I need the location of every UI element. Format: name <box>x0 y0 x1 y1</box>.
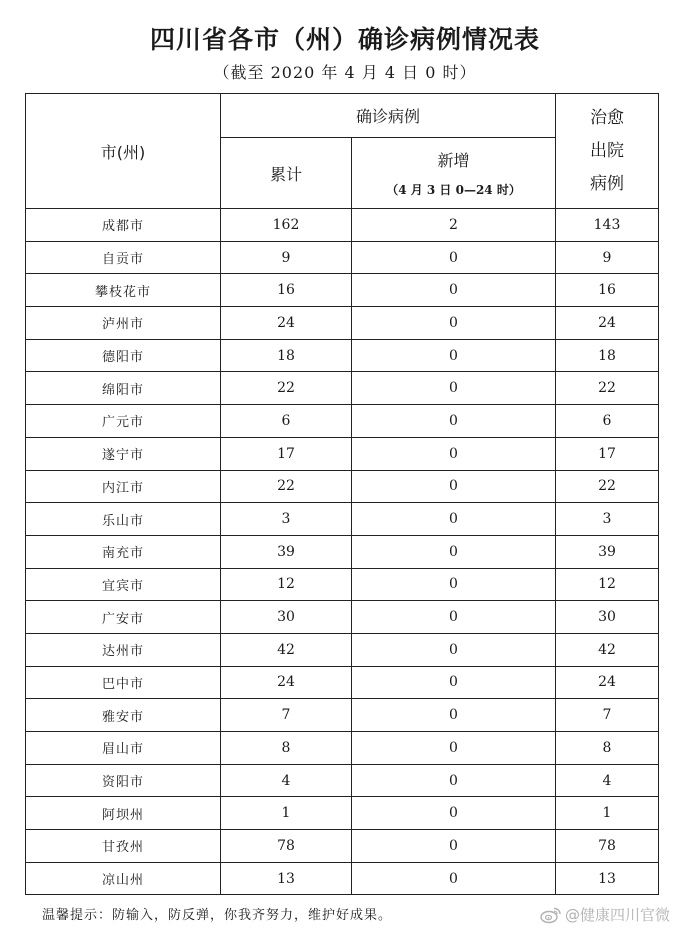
cell-total: 78 <box>221 830 352 863</box>
watermark-text: @健康四川官微 <box>565 906 671 924</box>
cell-total: 30 <box>221 601 352 634</box>
cell-new: 0 <box>352 241 556 274</box>
table-row <box>26 699 659 732</box>
cell-city: 资阳市 <box>26 764 221 797</box>
cell-city: 广安市 <box>26 601 221 634</box>
cell-total: 1 <box>221 797 352 830</box>
cell-city: 阿坝州 <box>26 797 221 830</box>
cell-new: 0 <box>352 732 556 765</box>
header-total: 累计 <box>221 138 352 209</box>
header-confirmed: 确诊病例 <box>221 94 556 138</box>
table-row <box>26 764 659 797</box>
cell-new: 2 <box>352 209 556 242</box>
cell-cured: 22 <box>556 372 659 405</box>
cell-cured: 18 <box>556 339 659 372</box>
cell-new: 0 <box>352 699 556 732</box>
table-row <box>26 862 659 895</box>
cell-total: 7 <box>221 699 352 732</box>
cell-total: 22 <box>221 372 352 405</box>
table-row <box>26 209 659 242</box>
cell-new: 0 <box>352 862 556 895</box>
cell-cured: 78 <box>556 830 659 863</box>
cell-new: 0 <box>352 797 556 830</box>
table-row <box>26 797 659 830</box>
cell-city: 泸州市 <box>26 307 221 340</box>
cell-city: 巴中市 <box>26 666 221 699</box>
cell-new: 0 <box>352 764 556 797</box>
cell-city: 宜宾市 <box>26 568 221 601</box>
cell-city: 南充市 <box>26 535 221 568</box>
cell-new: 0 <box>352 535 556 568</box>
cell-new: 0 <box>352 666 556 699</box>
table-row <box>26 405 659 438</box>
cell-cured: 24 <box>556 666 659 699</box>
cell-new: 0 <box>352 568 556 601</box>
cell-new: 0 <box>352 830 556 863</box>
cell-total: 9 <box>221 241 352 274</box>
cell-total: 6 <box>221 405 352 438</box>
cell-total: 22 <box>221 470 352 503</box>
table-row <box>26 307 659 340</box>
cell-cured: 22 <box>556 470 659 503</box>
cell-new: 0 <box>352 503 556 536</box>
header-cured-line: 出院 <box>590 140 625 161</box>
cell-cured: 13 <box>556 862 659 895</box>
cell-total: 18 <box>221 339 352 372</box>
cell-new: 0 <box>352 339 556 372</box>
header-cured <box>556 94 659 209</box>
cell-cured: 17 <box>556 437 659 470</box>
cell-cured: 16 <box>556 274 659 307</box>
cell-cured: 42 <box>556 633 659 666</box>
cell-new: 0 <box>352 470 556 503</box>
page-title: 四川省各市（州）确诊病例情况表 <box>149 25 540 54</box>
cell-total: 8 <box>221 732 352 765</box>
header-city: 市(州) <box>26 94 221 209</box>
cell-cured: 1 <box>556 797 659 830</box>
table-row <box>26 437 659 470</box>
page-subtitle: （截至 2020 年 4 月 4 日 0 时） <box>213 63 477 82</box>
table-row <box>26 339 659 372</box>
cell-new: 0 <box>352 437 556 470</box>
cell-new: 0 <box>352 274 556 307</box>
weibo-icon <box>540 906 562 924</box>
cell-new: 0 <box>352 633 556 666</box>
cell-city: 遂宁市 <box>26 437 221 470</box>
cell-city: 雅安市 <box>26 699 221 732</box>
cell-new: 0 <box>352 372 556 405</box>
cell-city: 凉山州 <box>26 862 221 895</box>
cell-cured: 12 <box>556 568 659 601</box>
cell-cured: 39 <box>556 535 659 568</box>
table-row <box>26 633 659 666</box>
cell-cured: 8 <box>556 732 659 765</box>
table-row <box>26 372 659 405</box>
cell-cured: 9 <box>556 241 659 274</box>
table-row <box>26 830 659 863</box>
table-row <box>26 666 659 699</box>
cell-total: 42 <box>221 633 352 666</box>
cell-city: 乐山市 <box>26 503 221 536</box>
header-cured-line: 治愈 <box>590 107 625 128</box>
cell-total: 162 <box>221 209 352 242</box>
cases-table <box>25 93 659 895</box>
cell-city: 眉山市 <box>26 732 221 765</box>
cell-city: 攀枝花市 <box>26 274 221 307</box>
cell-cured: 7 <box>556 699 659 732</box>
cell-cured: 30 <box>556 601 659 634</box>
watermark <box>540 904 670 925</box>
header-new-period: （4 月 3 日 0—24 时） <box>386 183 521 197</box>
table-row <box>26 274 659 307</box>
cell-cured: 3 <box>556 503 659 536</box>
cell-total: 17 <box>221 437 352 470</box>
cell-new: 0 <box>352 307 556 340</box>
cell-total: 4 <box>221 764 352 797</box>
header-new <box>352 138 556 209</box>
cell-total: 12 <box>221 568 352 601</box>
cell-city: 达州市 <box>26 633 221 666</box>
cell-cured: 143 <box>556 209 659 242</box>
table-row <box>26 568 659 601</box>
cell-city: 绵阳市 <box>26 372 221 405</box>
table-row <box>26 601 659 634</box>
cell-total: 13 <box>221 862 352 895</box>
cell-cured: 6 <box>556 405 659 438</box>
cell-total: 3 <box>221 503 352 536</box>
cell-cured: 24 <box>556 307 659 340</box>
cell-city: 甘孜州 <box>26 830 221 863</box>
table-row <box>26 535 659 568</box>
cell-total: 24 <box>221 666 352 699</box>
cell-city: 内江市 <box>26 470 221 503</box>
table-row <box>26 732 659 765</box>
cell-city: 广元市 <box>26 405 221 438</box>
cell-new: 0 <box>352 601 556 634</box>
cell-city: 成都市 <box>26 209 221 242</box>
table-body <box>26 209 659 895</box>
header-cured-line: 病例 <box>590 173 625 194</box>
table-row <box>26 470 659 503</box>
cell-city: 德阳市 <box>26 339 221 372</box>
header-new-main: 新增 <box>437 151 470 170</box>
table-row <box>26 241 659 274</box>
cell-cured: 4 <box>556 764 659 797</box>
cell-total: 24 <box>221 307 352 340</box>
cell-city: 自贡市 <box>26 241 221 274</box>
cell-total: 16 <box>221 274 352 307</box>
table-row <box>26 503 659 536</box>
footer-tip: 温馨提示：防输入，防反弹，你我齐努力，维护好成果。 <box>42 908 393 923</box>
cell-new: 0 <box>352 405 556 438</box>
cell-total: 39 <box>221 535 352 568</box>
